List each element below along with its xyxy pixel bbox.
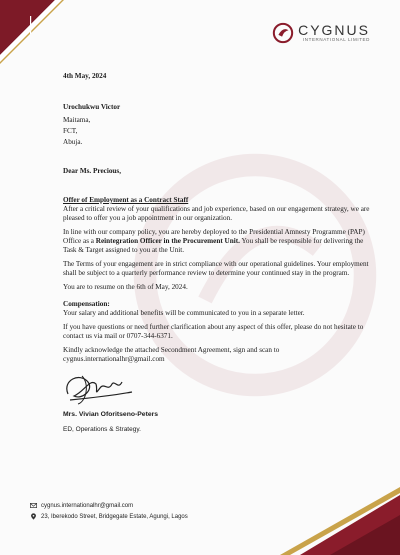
signer-name: Mrs. Vivian Oforitseno-Peters (63, 411, 159, 418)
address-line-1: Maitama, (63, 116, 91, 124)
address-line-3: Abuja. (63, 138, 83, 146)
compensation-title: Compensation: (63, 300, 110, 308)
contact-email[interactable]: cygnus.internationalhr@gmail.com (63, 355, 165, 363)
letter-date: 4th May, 2024 (63, 72, 107, 80)
cygnus-logo-icon (272, 22, 294, 44)
paragraph-1: After a critical review of your qualifications and job experience, based on our engagement strategy, we are pleased to offer you a job appointment in our organization. (63, 205, 370, 222)
footer-email[interactable]: cygnus.internationalhr@gmail.com (41, 502, 134, 509)
company-logo (272, 22, 370, 44)
handwritten-signature (60, 370, 140, 410)
header-corner-decoration (0, 0, 70, 70)
compensation-text: Your salary and additional benefits will be communicated to you in a separate letter. (63, 309, 305, 317)
paragraph-4: You are to resume on the 6th of May, 2024. (63, 283, 188, 291)
letter-body (63, 72, 373, 434)
company-name: CYGNUS (298, 22, 370, 38)
recipient-name: Urochukwu Victor (63, 103, 121, 111)
footer-address: 23, Iberekodo Street, Bridgegate Estate, Agungi, Lagos (41, 513, 188, 520)
address-line-2: FCT, (63, 127, 78, 135)
footer-corner-decoration (0, 475, 400, 555)
signer-title: ED, Operations & Strategy. (63, 426, 141, 433)
recipient-address (63, 103, 373, 147)
company-subtitle: INTERNATIONAL LIMITED (302, 37, 370, 42)
paragraph-6: Kindly acknowledge the attached Secondment Agreement, sign and scan to cygnus.internationalhr@gmail.com (63, 346, 280, 363)
signature-area (63, 370, 373, 408)
paragraph-3: The Terms of your engagement are in strict compliance with our operational guidelines. Your employment shall be subject to a quarterly performance review to determine your continued stay in the program. (63, 260, 369, 277)
salutation: Dear Ms. Precious, (63, 167, 122, 175)
paragraph-2: In line with our company policy, you are hereby deployed to the Presidential Amnesty Programme (PAP) Office as a Reintegration Officer in the Procurement Unit. You shall be responsible for delivering the Task & Target assigned to you at the Unit. (63, 228, 365, 254)
letter-subject: Offer of Employment as a Contract Staff (63, 196, 189, 204)
position-title: Reintegration Officer in the Procurement Unit. (95, 237, 240, 245)
paragraph-5: If you have questions or need further clarification about any aspect of this offer, please do not hesitate to contact us via mail or 0707-344-6371. (63, 323, 364, 340)
